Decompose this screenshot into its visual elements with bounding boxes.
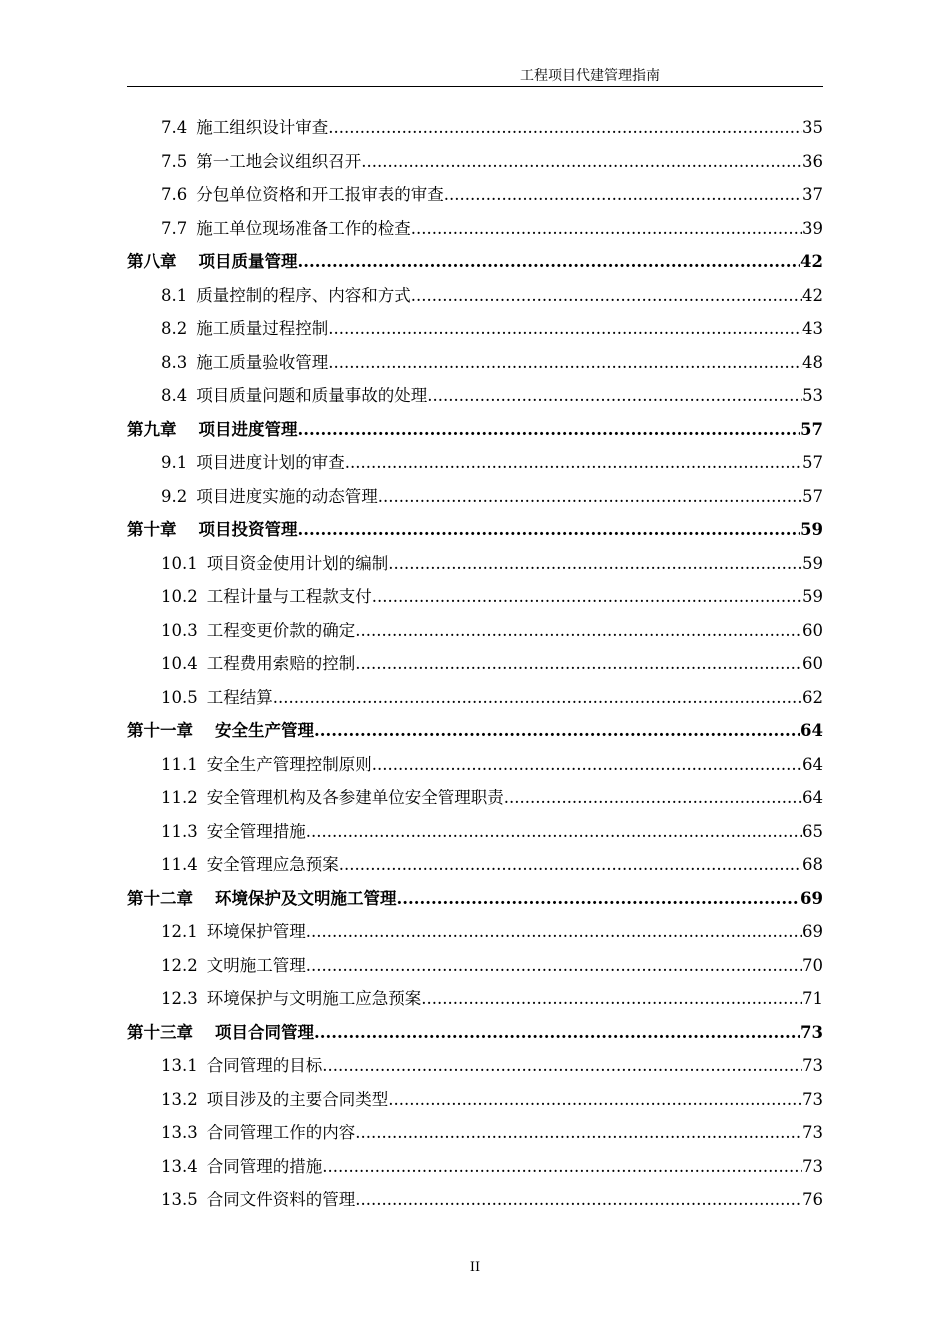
header-rule [127, 86, 823, 87]
toc-section-entry[interactable] [161, 821, 823, 843]
toc-dot-leader [306, 821, 802, 843]
toc-entry-number: 13.3 [161, 1123, 198, 1142]
toc-entry-title: 文明施工管理 [206, 955, 306, 975]
toc-section-entry[interactable] [161, 754, 823, 776]
toc-entry-page: 53 [802, 386, 823, 405]
toc-entry-number: 12.3 [161, 989, 198, 1008]
toc-entry-title: 施工质量验收管理 [196, 352, 329, 372]
toc-entry-title: 项目进度计划的审查 [196, 453, 345, 472]
toc-entry-number: 8.2 [161, 319, 188, 338]
toc-entry-page: 59 [802, 587, 823, 606]
toc-chapter-entry[interactable] [127, 888, 823, 910]
toc-entry-title: 项目进度管理 [198, 419, 298, 439]
toc-entry-page: 59 [800, 520, 823, 539]
toc-entry-number: 12.1 [161, 922, 198, 941]
toc-entry-title: 安全管理应急预案 [206, 855, 339, 874]
toc-entry-page: 73 [800, 1022, 823, 1042]
toc-entry-page: 42 [800, 252, 823, 271]
toc-entry-title: 施工单位现场准备工作的检查 [196, 218, 411, 238]
toc-section-entry[interactable] [161, 1055, 823, 1077]
toc-dot-leader [298, 419, 801, 441]
toc-entry-title: 分包单位资格和开工报审表的审查 [196, 185, 444, 204]
toc-entry-page: 69 [802, 922, 823, 941]
toc-dot-leader [273, 687, 802, 709]
toc-section-entry[interactable] [161, 1122, 823, 1144]
toc-entry-number: 8.4 [161, 386, 188, 405]
toc-entry-title: 项目质量管理 [198, 252, 298, 271]
toc-dot-leader [339, 854, 802, 876]
toc-entry-page: 35 [802, 118, 823, 137]
toc-dot-leader [314, 1022, 800, 1044]
toc-entry-title: 合同管理的目标 [206, 1056, 323, 1075]
toc-entry-title: 项目进度实施的动态管理 [196, 486, 378, 506]
toc-entry-title: 环境保护管理 [206, 922, 306, 941]
toc-dot-leader [421, 988, 802, 1010]
toc-section-entry[interactable] [161, 218, 823, 240]
toc-entry-number: 第十三章 [127, 1022, 193, 1042]
toc-entry-page: 60 [802, 620, 823, 640]
toc-dot-leader [355, 653, 802, 675]
toc-dot-leader [355, 1189, 802, 1211]
toc-entry-number: 7.7 [161, 218, 188, 238]
toc-entry-number: 13.4 [161, 1156, 198, 1176]
toc-entry-title: 项目资金使用计划的编制 [206, 553, 389, 573]
toc-entry-title: 合同管理工作的内容 [206, 1123, 356, 1142]
toc-entry-title: 工程结算 [206, 687, 273, 707]
toc-dot-leader [361, 151, 802, 173]
toc-entry-page: 39 [802, 218, 823, 238]
toc-section-entry[interactable] [161, 687, 823, 709]
toc-section-entry[interactable] [161, 285, 823, 307]
toc-entry-page: 73 [802, 1156, 823, 1176]
toc-entry-title: 项目投资管理 [198, 520, 298, 539]
toc-entry-title: 第一工地会议组织召开 [196, 151, 362, 171]
toc-entry-page: 37 [802, 185, 823, 204]
toc-entry-page: 70 [802, 955, 823, 975]
toc-dot-leader [372, 586, 802, 608]
toc-entry-number: 10.2 [161, 587, 198, 606]
toc-dot-leader [322, 1156, 802, 1178]
toc-section-entry[interactable] [161, 1156, 823, 1178]
toc-entry-number: 8.1 [161, 285, 188, 305]
toc-dot-leader [411, 218, 802, 240]
toc-entry-number: 7.6 [161, 185, 188, 204]
toc-entry-page: 60 [802, 654, 823, 673]
toc-section-entry[interactable] [161, 184, 823, 206]
toc-dot-leader [345, 452, 802, 474]
toc-entry-number: 第十一章 [127, 721, 193, 740]
toc-entry-number: 9.2 [161, 486, 188, 506]
toc-entry-page: 73 [802, 1123, 823, 1142]
toc-dot-leader [427, 385, 802, 407]
toc-entry-page: 43 [802, 319, 823, 338]
toc-dot-leader [378, 486, 802, 508]
toc-entry-title: 环境保护及文明施工管理 [215, 888, 397, 908]
toc-dot-leader [306, 921, 802, 943]
toc-entry-number: 13.2 [161, 1089, 198, 1109]
toc-entry-title: 项目合同管理 [215, 1022, 314, 1042]
toc-section-entry[interactable] [161, 553, 823, 575]
toc-section-entry[interactable] [161, 385, 823, 407]
toc-entry-title: 合同管理的措施 [206, 1156, 323, 1176]
toc-section-entry[interactable] [161, 1189, 823, 1211]
toc-entry-page: 48 [802, 352, 823, 372]
toc-dot-leader [328, 318, 802, 340]
toc-entry-page: 76 [802, 1190, 823, 1209]
toc-section-entry[interactable] [161, 653, 823, 675]
toc-section-entry[interactable] [161, 787, 823, 809]
toc-entry-title: 施工组织设计审查 [196, 118, 329, 137]
toc-entry-page: 73 [802, 1056, 823, 1075]
toc-dot-leader [306, 955, 802, 977]
toc-entry-number: 9.1 [161, 453, 188, 472]
toc-entry-number: 第八章 [127, 252, 177, 271]
toc-entry-number: 第十章 [127, 520, 177, 539]
toc-dot-leader [298, 251, 801, 273]
toc-entry-title: 工程计量与工程款支付 [206, 587, 372, 606]
toc-dot-leader [314, 720, 800, 742]
toc-entry-page: 62 [802, 687, 823, 707]
toc-entry-number: 8.3 [161, 352, 188, 372]
toc-dot-leader [388, 553, 802, 575]
toc-entry-title: 质量控制的程序、内容和方式 [196, 285, 411, 305]
toc-chapter-entry[interactable] [127, 720, 823, 742]
toc-entry-title: 安全生产管理控制原则 [206, 754, 372, 774]
toc-entry-page: 59 [802, 553, 823, 573]
toc-entry-title: 安全管理机构及各参建单位安全管理职责 [206, 788, 504, 807]
toc-chapter-entry[interactable] [127, 251, 823, 273]
toc-chapter-entry[interactable] [127, 419, 823, 441]
toc-entry-title: 安全管理措施 [206, 821, 306, 841]
toc-entry-page: 69 [800, 888, 823, 908]
toc-entry-title: 合同文件资料的管理 [206, 1190, 356, 1209]
toc-entry-number: 12.2 [161, 955, 198, 975]
toc-entry-title: 工程变更价款的确定 [206, 620, 356, 640]
toc-entry-title: 环境保护与文明施工应急预案 [206, 989, 422, 1008]
toc-entry-title: 工程费用索赔的控制 [206, 654, 356, 673]
toc-section-entry[interactable] [161, 921, 823, 943]
toc-entry-page: 64 [802, 754, 823, 774]
toc-entry-page: 42 [802, 285, 823, 305]
toc-entry-number: 第十二章 [127, 888, 193, 908]
toc-dot-leader [444, 184, 802, 206]
toc-section-entry[interactable] [161, 318, 823, 340]
toc-dot-leader [322, 1055, 802, 1077]
toc-entry-title: 施工质量过程控制 [196, 319, 329, 338]
toc-section-entry[interactable] [161, 955, 823, 977]
toc-entry-page: 57 [800, 419, 823, 439]
toc-entry-page: 57 [802, 453, 823, 472]
toc-entry-number: 11.3 [161, 821, 198, 841]
toc-entry-page: 65 [802, 821, 823, 841]
toc-dot-leader [504, 787, 802, 809]
toc-entry-number: 7.5 [161, 151, 188, 171]
toc-entry-number: 10.4 [161, 654, 198, 673]
page-number: II [469, 1260, 481, 1275]
toc-entry-number: 10.1 [161, 553, 198, 573]
toc-entry-page: 73 [802, 1089, 823, 1109]
toc-dot-leader [388, 1089, 802, 1111]
toc-dot-leader [328, 117, 802, 139]
toc-entry-page: 68 [802, 855, 823, 874]
toc-section-entry[interactable] [161, 486, 823, 508]
toc-section-entry[interactable] [161, 151, 823, 173]
toc-dot-leader [298, 519, 801, 541]
toc-section-entry[interactable] [161, 117, 823, 139]
toc-entry-page: 71 [802, 989, 823, 1008]
toc-entry-number: 10.3 [161, 620, 198, 640]
toc-section-entry[interactable] [161, 586, 823, 608]
toc-section-entry[interactable] [161, 352, 823, 374]
toc-entry-number: 11.4 [161, 855, 198, 874]
toc-entry-number: 13.1 [161, 1056, 198, 1075]
toc-dot-leader [372, 754, 802, 776]
toc-section-entry[interactable] [161, 988, 823, 1010]
toc-dot-leader [355, 1122, 802, 1144]
toc-entry-number: 11.2 [161, 788, 198, 807]
toc-entry-number: 10.5 [161, 687, 198, 707]
toc-entry-page: 36 [802, 151, 823, 171]
toc-entry-number: 7.4 [161, 118, 188, 137]
toc-entry-number: 第九章 [127, 419, 177, 439]
toc-section-entry[interactable] [161, 854, 823, 876]
toc-chapter-entry[interactable] [127, 1022, 823, 1044]
toc-dot-leader [411, 285, 802, 307]
toc-section-entry[interactable] [161, 620, 823, 642]
toc-entry-page: 64 [800, 721, 823, 740]
toc-entry-number: 11.1 [161, 754, 198, 774]
toc-entry-number: 13.5 [161, 1190, 198, 1209]
toc-entry-title: 项目涉及的主要合同类型 [206, 1089, 389, 1109]
toc-dot-leader [397, 888, 801, 910]
toc-dot-leader [328, 352, 802, 374]
toc-entry-title: 安全生产管理 [215, 721, 314, 740]
toc-entry-page: 57 [802, 486, 823, 506]
toc-section-entry[interactable] [161, 1089, 823, 1111]
toc-chapter-entry[interactable] [127, 519, 823, 541]
running-header-title: 工程项目代建管理指南 [520, 68, 660, 84]
toc-section-entry[interactable] [161, 452, 823, 474]
toc-dot-leader [355, 620, 802, 642]
toc-entry-page: 64 [802, 788, 823, 807]
toc-entry-title: 项目质量问题和质量事故的处理 [196, 386, 428, 405]
